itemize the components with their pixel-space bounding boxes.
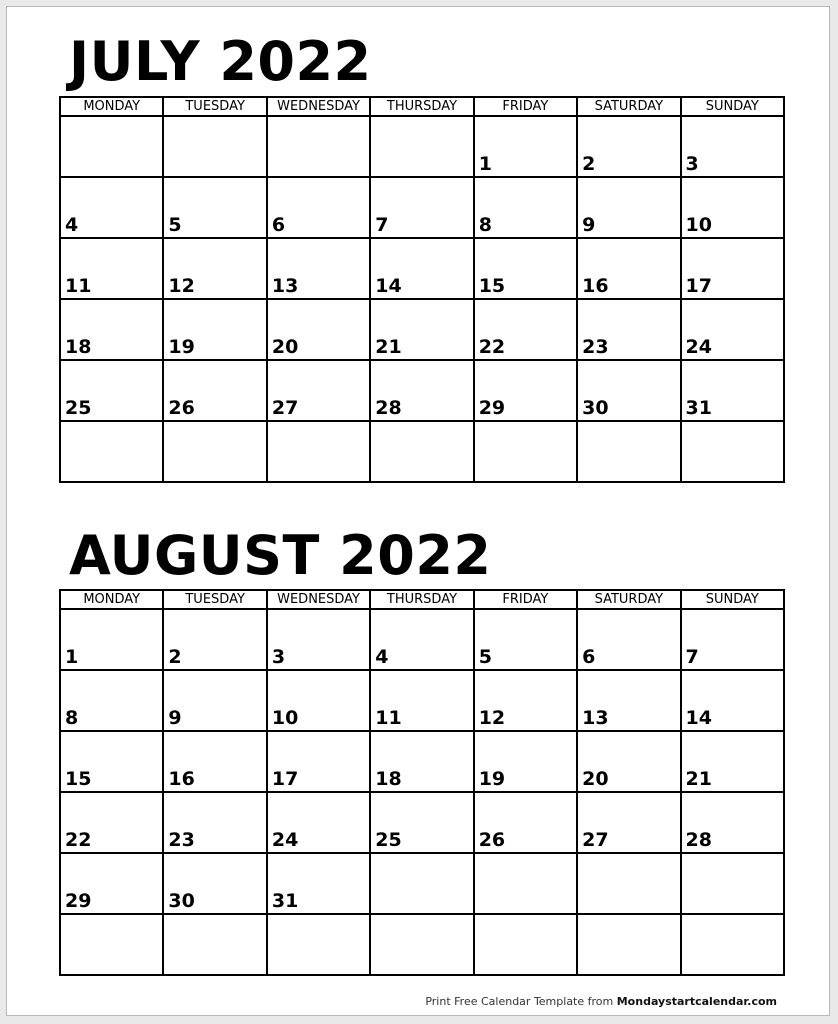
day-number: 15 [478,275,506,297]
day-number: 14 [375,275,402,297]
day-cell [577,670,680,731]
weekday-header-wednesday: WEDNESDAY [267,97,370,116]
day-number [371,972,472,974]
day-cell [474,609,577,670]
day-cell [681,299,784,360]
day-number [371,911,472,913]
day-cell [577,792,680,853]
day-cell [60,299,163,360]
day-number: 4 [375,646,389,668]
day-cell [577,360,680,421]
day-number [682,972,783,974]
day-number [61,174,162,176]
day-number [268,479,369,481]
weekday-header-saturday: SATURDAY [577,97,680,116]
day-number: 27 [582,829,609,851]
day-cell [267,609,370,670]
day-number: 8 [65,707,79,729]
day-cell [370,914,473,975]
week-row [60,360,784,421]
day-number: 7 [375,214,389,236]
day-cell [370,731,473,792]
day-cell [577,177,680,238]
weekday-header-sunday: SUNDAY [681,97,784,116]
july-calendar-grid [59,96,785,483]
day-number: 28 [685,829,712,851]
day-cell [267,116,370,177]
day-number: 5 [168,214,182,236]
day-number: 21 [375,336,402,358]
day-number: 17 [271,768,299,790]
day-cell [267,238,370,299]
day-number [682,479,783,481]
day-cell [163,609,266,670]
day-number: 25 [65,397,92,419]
day-number [475,911,576,913]
day-cell [577,116,680,177]
day-number: 1 [478,153,492,175]
day-number: 31 [685,397,712,419]
week-row [60,238,784,299]
day-cell [474,360,577,421]
day-cell [474,731,577,792]
day-number [164,479,265,481]
day-cell [60,421,163,482]
day-number: 10 [271,707,299,729]
day-number: 11 [65,275,92,297]
day-number: 4 [65,214,79,236]
day-number: 23 [582,336,609,358]
day-cell [60,116,163,177]
day-number [371,479,472,481]
day-number: 20 [582,768,609,790]
day-cell [60,177,163,238]
day-cell [163,238,266,299]
day-number: 5 [478,646,492,668]
day-cell [267,360,370,421]
day-cell [681,421,784,482]
day-cell [474,670,577,731]
day-number [475,479,576,481]
august-calendar-grid [59,589,785,976]
day-cell [163,299,266,360]
day-cell [60,853,163,914]
day-number: 26 [168,397,195,419]
day-cell [163,421,266,482]
weekday-header-wednesday: WEDNESDAY [267,590,370,609]
day-cell [163,914,266,975]
july-month-title: JULY 2022 [69,30,372,93]
week-row [60,609,784,670]
day-number: 29 [65,890,92,912]
week-row [60,670,784,731]
week-row [60,853,784,914]
day-cell [681,853,784,914]
day-number [371,174,472,176]
day-number: 7 [685,646,699,668]
day-number: 1 [65,646,79,668]
weekday-header-friday: FRIDAY [474,590,577,609]
day-cell [681,116,784,177]
day-number: 9 [582,214,596,236]
day-cell [370,238,473,299]
day-cell [681,670,784,731]
day-cell [370,299,473,360]
day-cell [370,853,473,914]
day-number [578,972,679,974]
day-number: 28 [375,397,402,419]
day-number: 23 [168,829,195,851]
day-number: 24 [271,829,299,851]
day-cell [163,731,266,792]
day-number: 27 [271,397,299,419]
day-cell [370,670,473,731]
day-cell [163,670,266,731]
day-number: 31 [271,890,299,912]
day-cell [163,177,266,238]
day-number: 22 [478,336,506,358]
day-cell [163,360,266,421]
day-number: 12 [478,707,506,729]
weekday-header-thursday: THURSDAY [370,590,473,609]
day-number [268,972,369,974]
day-number: 19 [168,336,195,358]
day-cell [370,116,473,177]
day-number [61,479,162,481]
day-number [682,911,783,913]
day-cell [681,238,784,299]
day-cell [474,792,577,853]
day-number [61,972,162,974]
week-row [60,177,784,238]
day-number: 2 [168,646,182,668]
day-number: 20 [271,336,299,358]
day-number: 18 [65,336,92,358]
weekday-header-thursday: THURSDAY [370,97,473,116]
day-number: 24 [685,336,712,358]
day-cell [474,238,577,299]
day-cell [577,914,680,975]
day-cell [60,238,163,299]
day-number: 14 [685,707,712,729]
day-cell [681,177,784,238]
day-number: 25 [375,829,402,851]
day-cell [370,421,473,482]
day-number: 3 [685,153,699,175]
day-cell [267,299,370,360]
day-cell [370,792,473,853]
day-number [268,174,369,176]
day-cell [163,116,266,177]
day-number: 9 [168,707,182,729]
day-number: 16 [168,768,195,790]
day-number [578,911,679,913]
weekday-header-saturday: SATURDAY [577,590,680,609]
day-number: 3 [271,646,286,668]
day-cell [577,853,680,914]
day-number: 6 [271,214,286,236]
day-cell [60,731,163,792]
day-cell [60,670,163,731]
day-cell [60,914,163,975]
footer-credit [425,995,777,1008]
day-cell [577,609,680,670]
week-row [60,116,784,177]
day-number: 16 [582,275,609,297]
day-number: 29 [478,397,506,419]
day-cell [577,421,680,482]
day-cell [474,421,577,482]
day-cell [681,731,784,792]
day-number: 18 [375,768,402,790]
august-month-title: AUGUST 2022 [69,524,492,587]
day-cell [267,670,370,731]
week-row [60,421,784,482]
day-number [164,972,265,974]
day-number [475,972,576,974]
day-cell [474,177,577,238]
day-number: 8 [478,214,492,236]
weekday-header-monday: MONDAY [60,97,163,116]
day-number [578,479,679,481]
weekday-header-tuesday: TUESDAY [163,590,266,609]
day-number: 26 [478,829,506,851]
day-cell [474,299,577,360]
day-number: 17 [685,275,712,297]
day-number: 10 [685,214,712,236]
day-cell [267,421,370,482]
week-row [60,914,784,975]
day-number: 2 [582,153,596,175]
day-cell [370,360,473,421]
weekday-header-monday: MONDAY [60,590,163,609]
day-cell [681,792,784,853]
week-row [60,792,784,853]
day-cell [60,360,163,421]
week-row [60,299,784,360]
weekday-header-friday: FRIDAY [474,97,577,116]
day-cell [163,792,266,853]
day-cell [577,299,680,360]
calendar-page [6,6,830,1016]
day-number: 13 [582,707,609,729]
day-cell [267,914,370,975]
day-number: 30 [168,890,195,912]
day-number: 22 [65,829,92,851]
day-cell [370,609,473,670]
day-number: 13 [271,275,299,297]
footer-site-link[interactable]: Mondaystartcalendar.com [616,995,777,1008]
day-cell [267,853,370,914]
weekday-header-tuesday: TUESDAY [163,97,266,116]
day-number: 15 [65,768,92,790]
day-cell [577,731,680,792]
day-cell [60,792,163,853]
day-cell [474,116,577,177]
day-number: 19 [478,768,506,790]
day-cell [474,914,577,975]
footer-text: Print Free Calendar Template from [425,995,617,1008]
day-number: 21 [685,768,712,790]
day-cell [163,853,266,914]
day-cell [60,609,163,670]
day-number: 11 [375,707,402,729]
weekday-header-sunday: SUNDAY [681,590,784,609]
day-cell [474,853,577,914]
day-cell [577,238,680,299]
day-cell [267,177,370,238]
day-cell [681,914,784,975]
day-number: 30 [582,397,609,419]
day-cell [267,731,370,792]
day-cell [267,792,370,853]
week-row [60,731,784,792]
day-cell [681,609,784,670]
day-cell [370,177,473,238]
day-cell [681,360,784,421]
day-number [164,174,265,176]
day-number: 6 [582,646,596,668]
day-number: 12 [168,275,195,297]
